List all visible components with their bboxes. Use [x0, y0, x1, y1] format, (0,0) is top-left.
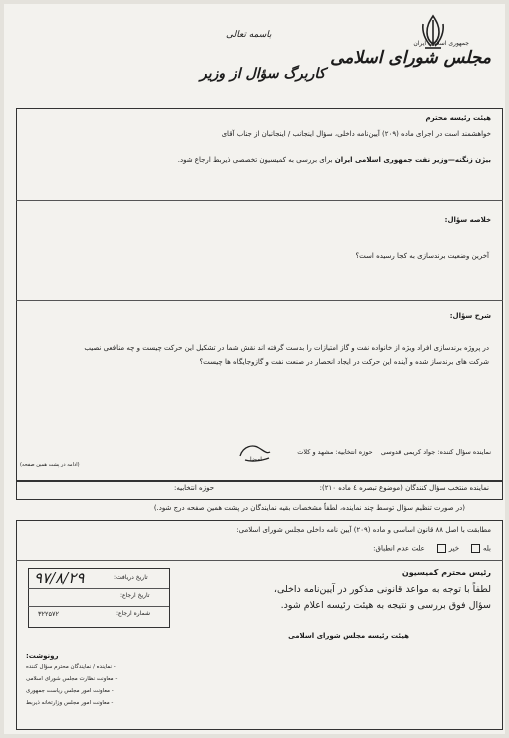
continued-note: (ادامه در پشت همین صفحه) — [20, 462, 80, 468]
brand-logo-text: مجلس شورای اسلامی — [330, 48, 491, 68]
commission-line-2: سؤال فوق بررسی و نتیجه به هیئت رئیسه اعلام شود. — [280, 600, 491, 611]
signature-label: امضا — [250, 456, 262, 463]
question-form-page — [4, 4, 505, 734]
commission-title: رئیس محترم کمیسیون — [401, 568, 491, 577]
no-checkbox[interactable] — [437, 544, 446, 553]
commission-signer: هیئت رئیسه مجلس شورای اسلامی — [288, 632, 409, 640]
selected-rep-district: حوزه انتخابیه: — [174, 484, 215, 492]
yes-label: بله — [482, 544, 491, 553]
divider — [16, 300, 503, 301]
cc-item: - معاونت امور مجلس ریاست جمهوری — [26, 688, 114, 694]
intro-referral: برای بررسی به کمیسیون تخصصی ذیربط ارجاع شود. — [177, 156, 333, 164]
intro-line-2 — [178, 156, 491, 165]
compliance-question: مطابقت با اصل ۸۸ قانون اساسی و ماده (۲۰۹) آیین نامه داخلی مجلس شورای اسلامی: — [236, 526, 491, 534]
referral-date-label: تاریخ ارجاع: — [120, 592, 150, 599]
intro-line-1: خواهشمند است در اجرای ماده (۲۰۹) آیین‌نامه داخلی، سؤال اینجانب / اینجانبان از جناب آقای — [221, 130, 491, 138]
cc-label: رونوشت: — [26, 652, 59, 660]
selected-rep-note: (در صورت تنظیم سؤال توسط چند نماینده، لطفاً مشخصات بقیه نمایندگان در پشت همین صفحه درج شود.) — [153, 504, 465, 512]
receipt-date-label: تاریخ دریافت: — [114, 574, 148, 581]
description-label: شرح سؤال: — [449, 312, 491, 320]
description-line-1: در پروژه برندسازی افراد ویژه از خانواده نفت و گاز امتیازات را بدست گرفته اند نقش شما در تشکیل این حرکت چیست و چه منافعی نصیب — [84, 344, 489, 352]
representative-name: جواد کریمی قدوسی — [380, 448, 436, 456]
divider — [16, 560, 503, 561]
referral-number-value: ۳۲۲۵۷۲ — [38, 610, 59, 618]
reason-label: علت عدم انطباق: — [373, 544, 425, 553]
selected-rep-label: نماینده منتخب سؤال کنندگان (موضوع تبصره ٤ ماده ۲۱۰): — [319, 484, 489, 492]
description-line-2: شرکت های برندساز شده و آینده این حرکت در ایجاد انحصار در صنعت نفت و گازوجایگاه ها چیست؟ — [199, 358, 489, 366]
summary-text: آخرین وضعیت برندسازی به کجا رسیده است؟ — [355, 252, 489, 260]
yes-checkbox[interactable] — [471, 544, 480, 553]
bismillah: باسمه تعالی — [226, 30, 272, 40]
receipt-date-value: ۹۷/۸/۲۹ — [34, 569, 85, 587]
cc-item: - نماینده / نمایندگان محترم سؤال کننده — [26, 664, 116, 670]
referral-number-label: شماره ارجاع: — [116, 610, 150, 617]
minister-name: بیژن زنگنه—وزیر نفت جمهوری اسلامی ایران — [334, 156, 491, 164]
commission-line-1: لطفاً با توجه به مواعد قانونی مذکور در آیین‌نامه داخلی، — [273, 584, 491, 595]
compliance-options — [373, 544, 491, 554]
cc-item: - معاونت امور مجلس وزارتخانه ذیربط — [26, 700, 114, 706]
district-label: حوزه انتخابیه: — [335, 448, 373, 456]
cc-item: - معاونت نظارت مجلس شورای اسلامی — [26, 676, 118, 682]
brand-subtitle: جمهوری اسلامی ایران — [413, 40, 469, 47]
addressee: هیئت رئیسه محترم — [425, 114, 491, 122]
form-title: کاربرگ سؤال از وزیر — [200, 66, 326, 82]
divider — [28, 606, 169, 607]
representative-label: نماینده سؤال کننده: — [437, 448, 491, 456]
divider — [28, 588, 169, 589]
no-label: خیر — [448, 544, 460, 553]
representative-row — [297, 448, 491, 457]
summary-label: خلاصه سؤال: — [444, 216, 491, 224]
district-value: مشهد و کلات — [297, 448, 334, 456]
divider — [16, 200, 503, 201]
